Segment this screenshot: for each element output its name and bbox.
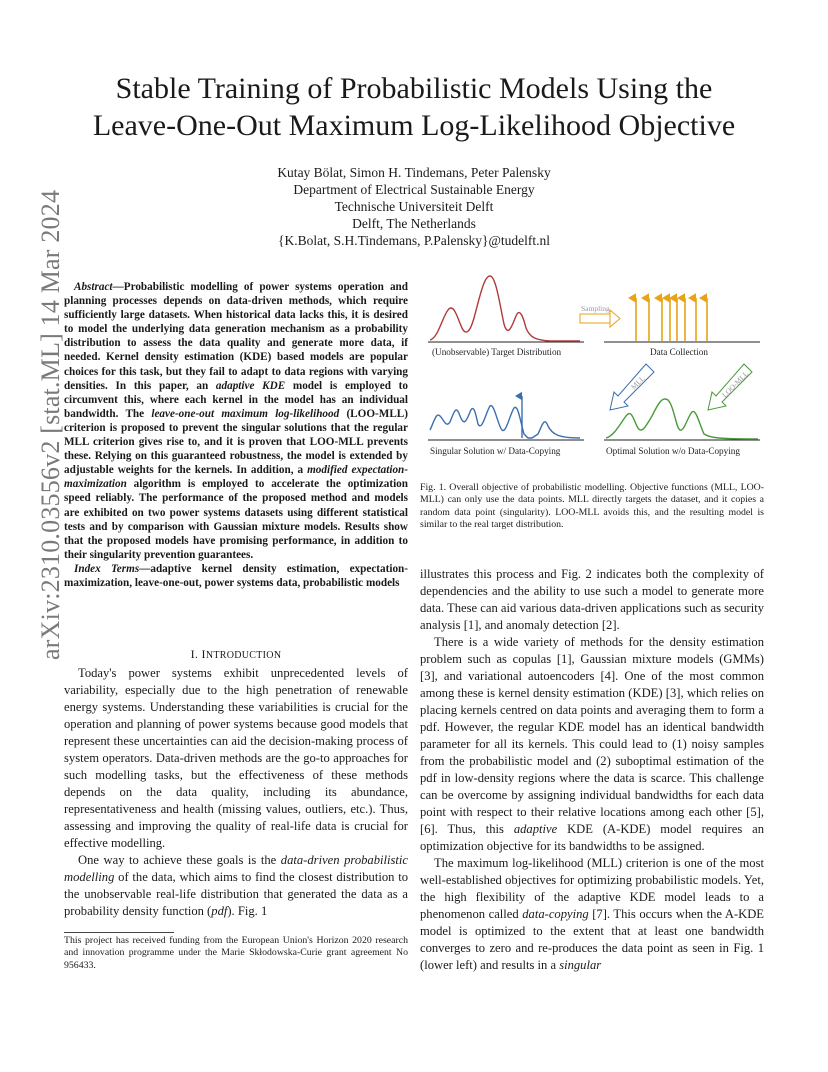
label-target: (Unobservable) Target Distribution: [432, 347, 562, 357]
affiliation-university: Technische Universiteit Delft: [334, 199, 494, 214]
abstract-text-2: model is employed to circumvent this, where each kernel in the model has an individual bandwidth. The: [64, 379, 408, 420]
rp2-text-b: KDE (A-KDE) model requires an optimization objective for its bandwidths to be assigned.: [420, 822, 764, 853]
index-terms: [64, 562, 408, 590]
title-line-1: Stable Training of Probabilistic Models Using the: [115, 72, 713, 105]
sampling-arrow: [580, 304, 620, 327]
section-name: NTRODUCTION: [205, 650, 282, 661]
arxiv-stamp: [10, 189, 65, 660]
rp3-em: data-copying: [522, 907, 589, 921]
affiliation-city: Delft, The Netherlands: [352, 216, 476, 231]
abstract-text-1: —Probabilistic modelling of power systems operation and planning processes depends on data-driven methods, which require sufficiently large datasets. When historical data lacks this, it is desired to model the underlying data generation mechanism as a probability distribution to assess the data quality and generate more data, if needed. Kernel density estimation (KDE) based models are popular choices for this task, but they fail to adapt to data regions with varying densities. In this paper, an: [64, 281, 408, 392]
abstract-em-1: adaptive KDE: [215, 379, 286, 392]
abstract-em-2: leave-one-out maximum log-likelihood: [151, 407, 340, 420]
rp2-text-a: There is a wide variety of methods for the density estimation problem such as copulas [1], Gaussian mixture models (GMMs) [3], and variational autoencoders [4]. One of the most common among these is kernel density estimation (KDE) [3], which relies on placing kernels centred on data points and averaging them to form a pdf. However, the regular KDE model has an identical bandwidth parameter for all its kernels. This could lead to (1) noisy samples from the probabilistic model and (2) suboptimal estimation of the pdf in low-density regions where the data is scarce. This challenge can be overcome by assigning individual bandwidths for each data point with respect to their relative locations among each other [5], [6]. Thus, this: [420, 635, 764, 836]
p2-text-b: of the data, which aims to find the closest distribution to the unobservable real-life distribution that generated the data as a probability density function (: [64, 870, 408, 918]
rp3-em-2: singular: [559, 958, 602, 972]
label-collection: Data Collection: [650, 347, 708, 357]
section-heading-introduction: [64, 647, 408, 662]
abstract: [64, 280, 408, 590]
abstract-em-3: modified expectation-maximization: [64, 464, 409, 491]
p2-em-pdf: pdf: [211, 904, 228, 918]
p2-text-c: ). Fig. 1: [227, 904, 268, 918]
mll-arrow: [610, 364, 654, 410]
label-mll: MLL: [629, 373, 647, 392]
target-distribution-panel: [428, 276, 584, 357]
index-terms-label: Index Terms: [74, 562, 140, 575]
figure-1: [420, 266, 764, 462]
intro-paragraph-1: Today's power systems exhibit unprecedented levels of variability, especially due to the high penetration of renewable energy systems. Understanding these variabilities is crucial for the operation and planning of power systems because good models that represent these uncertainties can aid the decision-making process of system operators. Data-driven methods are the go-to approaches for such modelling tasks, but the effectiveness of these methods depends on the data quality, including its abundance, representativeness and health (missing values, outliers, etc.). Thus, assessing and improving the quality of real-life data is crucial for effective modelling.: [64, 666, 408, 850]
intro-left-column: [64, 665, 408, 920]
rp2-em: adaptive: [513, 822, 558, 836]
abstract-text-4: algorithm is employed to accelerate the optimization speed reliably. The performance of the proposed method and models are exhibited on two power systems datasets using different statistical tests and by comparison with Gaussian mixture models. Results show that the proposed models have promising performance, in addition to their singularity prevention guarantees.: [64, 478, 408, 561]
intro-right-column: [420, 566, 764, 974]
author-emails: {K.Bolat, S.H.Tindemans, P.Palensky}@tudelft.nl: [277, 233, 551, 248]
paper-title: [40, 70, 788, 144]
rp3-text-b: [7]. This occurs when the A-KDE model is optimized to the extent that at least one bandwidth converges to zero and re-produces the data point as seen in Fig. 1 (lower left) and results in a: [420, 907, 764, 972]
target-curve: [430, 276, 580, 341]
right-paragraph-2: [420, 634, 764, 855]
caption-text: Fig. 1. Overall objective of probabilistic modelling. Objective functions (MLL, LOO-MLL) can only use the data points. MLL directly targets the dataset, and it copies a random data point (singularity). LOO-MLL avoids this, and the resulting model is similar to the real target distribution.: [420, 482, 764, 531]
footnote-rule: [64, 932, 174, 933]
authors: Kutay Bölat, Simon H. Tindemans, Peter Palensky: [277, 165, 551, 180]
affiliation-dept: Department of Electrical Sustainable Energy: [293, 182, 535, 197]
p2-text-a: One way to achieve these goals is the: [78, 853, 281, 867]
index-terms-text: —adaptive kernel density estimation, expectation-maximization, leave-one-out, power systems data, probabilistic models: [64, 562, 408, 589]
right-paragraph-3: [420, 855, 764, 974]
footnote: This project has received funding from the European Union's Horizon 2020 research and innovation programme under the Marie Skłodowska-Curie grant agreement No 956433.: [64, 935, 408, 971]
figure-1-caption: [420, 482, 764, 532]
arxiv-id: arXiv:2310.03556v2 [stat.ML] 14 Mar 2024: [36, 189, 65, 660]
loo-mll-arrow: [708, 364, 752, 410]
abstract-body: [64, 280, 408, 562]
author-block: [0, 164, 828, 249]
abstract-text-3: (LOO-MLL) criterion is proposed to prevent the singular solutions that the regular MLL criterion gives rise to, and it is proven that LOO-MLL prevents these. Relying on this guaranteed robustness, the model is extended by adjustable weights for the kernels. In addition, a: [64, 407, 408, 477]
label-optimal: Optimal Solution w/o Data-Copying: [606, 446, 740, 456]
right-paragraph-1: illustrates this process and Fig. 2 indicates both the complexity of dependencies and the ability to use such a model to generate more data. These can aid various data-driven applications such as security analysis [1], and anomaly detection [2].: [420, 567, 764, 632]
title-line-2: Leave-One-Out Maximum Log-Likelihood Objective: [92, 109, 736, 142]
optimal-curve: [606, 399, 758, 439]
abstract-label: Abstract: [74, 281, 113, 293]
singular-curve: [430, 406, 580, 438]
section-num: I. I: [190, 647, 206, 661]
data-collection-panel: [604, 298, 760, 357]
optimal-solution-panel: [604, 399, 760, 456]
intro-paragraph-2: [64, 852, 408, 920]
singular-solution-panel: [428, 396, 584, 456]
rp3-text-a: The maximum log-likelihood (MLL) criterion is one of the most well-established objectives for optimizing probabilistic models. Yet, the high flexibility of the adaptive KDE model leads to a phenomenon called: [420, 856, 764, 921]
label-sampling: Sampling: [581, 304, 610, 313]
label-loo-mll: LOO-MLL: [720, 369, 751, 400]
data-point-arrows: [636, 298, 707, 341]
p2-em: data-driven probabilistic modelling: [64, 853, 408, 884]
label-singular: Singular Solution w/ Data-Copying: [430, 446, 561, 456]
